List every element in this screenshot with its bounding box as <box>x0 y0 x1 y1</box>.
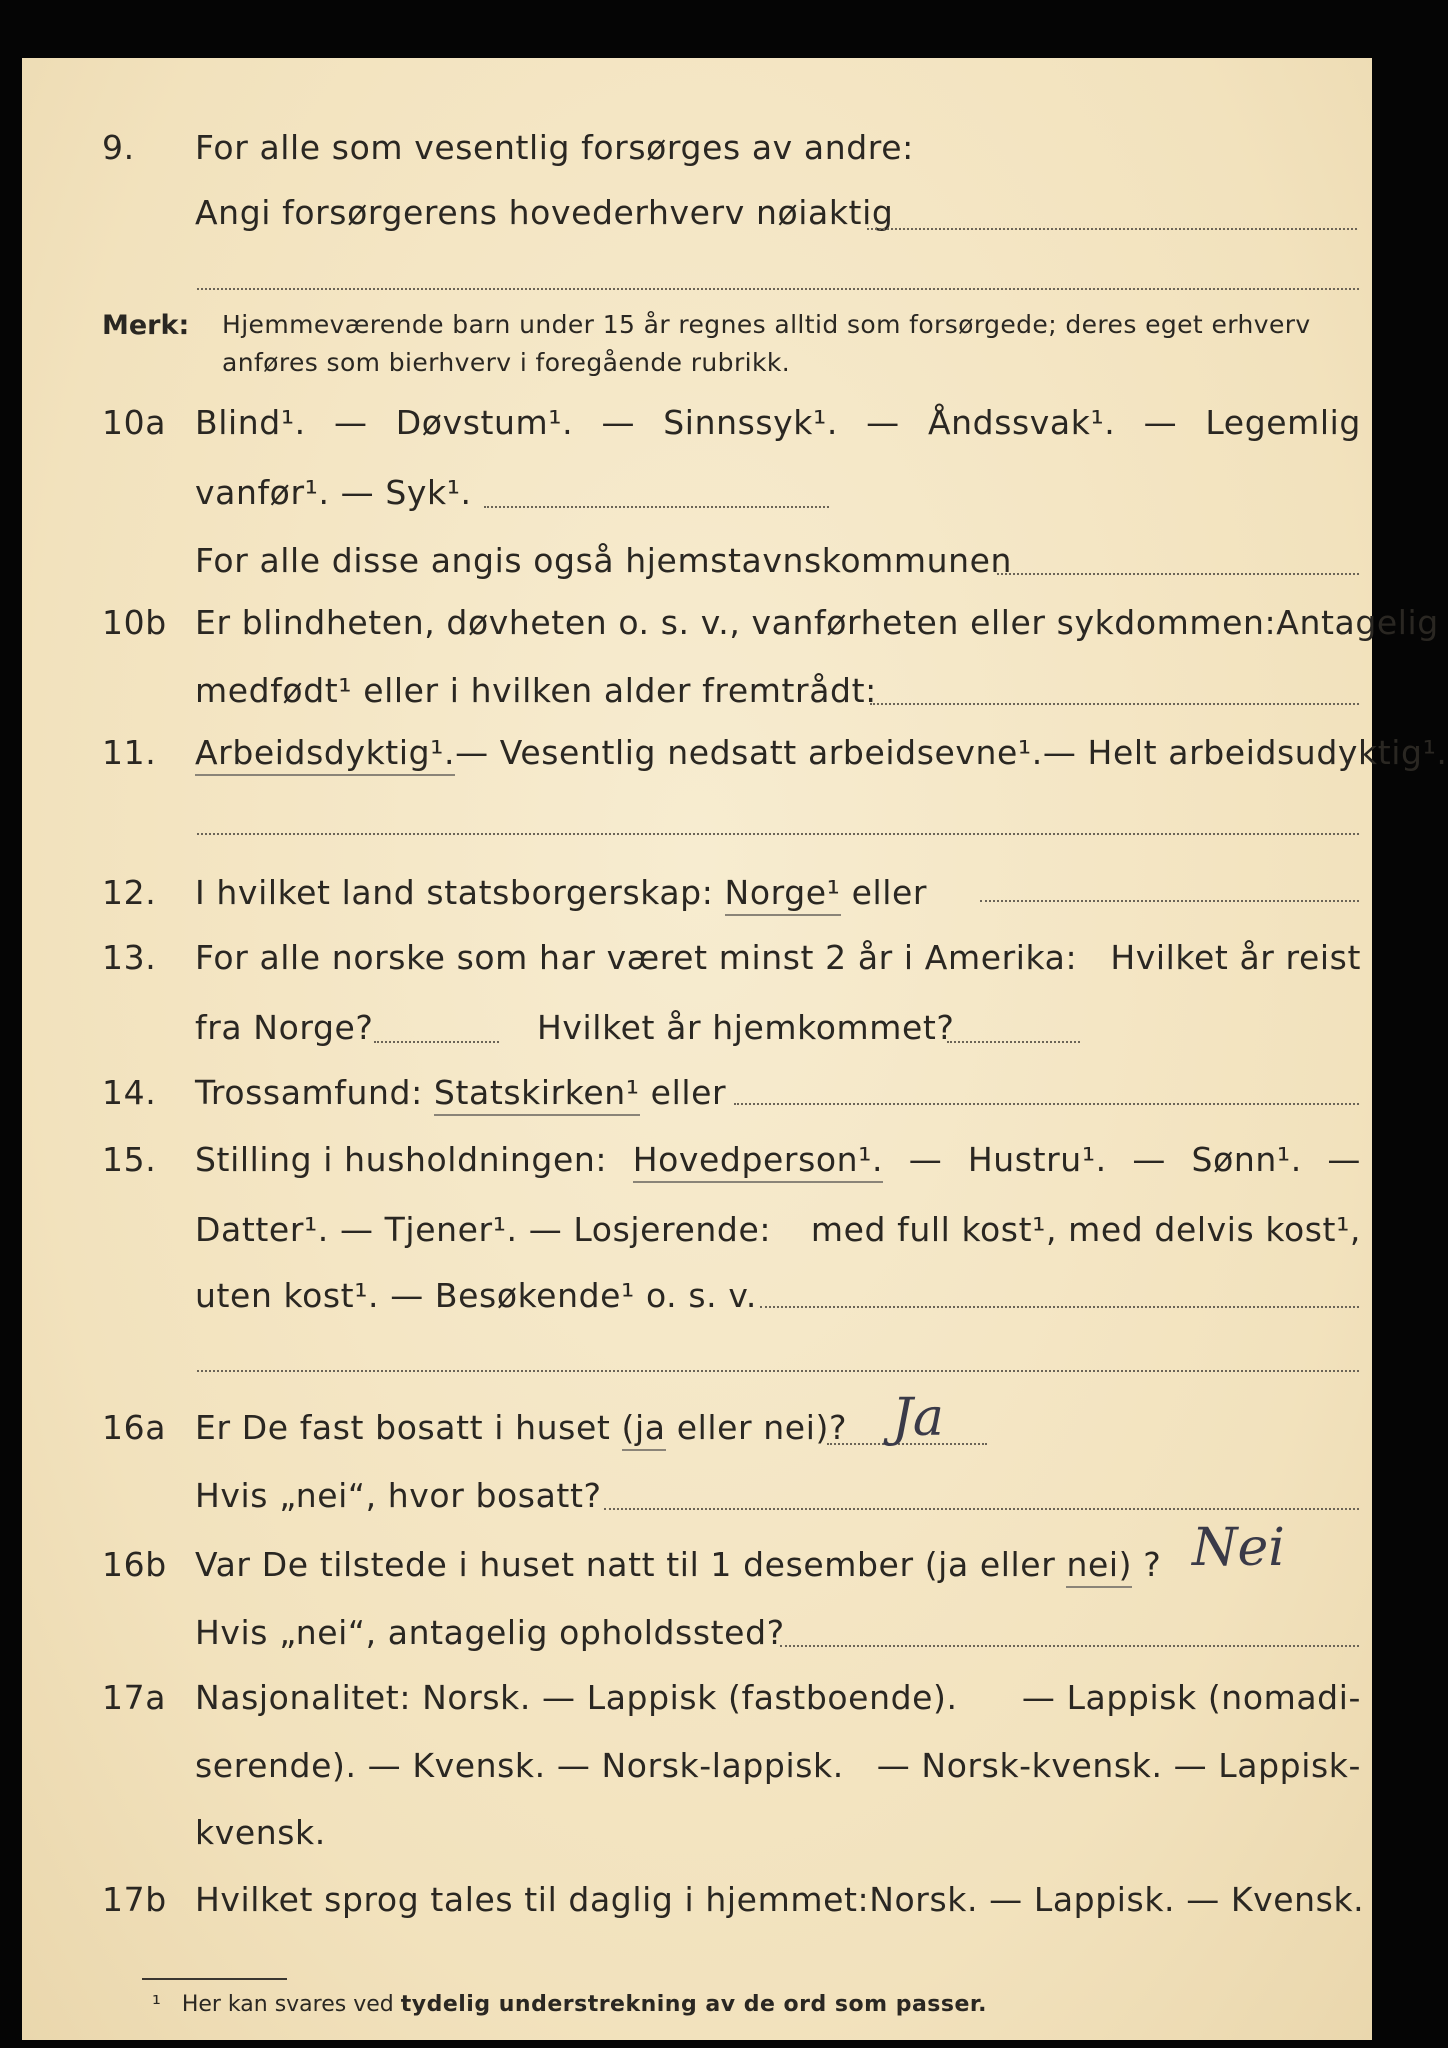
question-text: For alle som vesentlig forsørges av andre: <box>195 128 914 167</box>
item-number: 12. <box>102 873 157 912</box>
question-text: Hvis „nei“, antagelig opholdssted? <box>195 1613 785 1652</box>
question-text: fra Norge? <box>195 1008 374 1047</box>
question-text: Er blindheten, døvheten o. s. v., vanførheten eller sykdommen: Antagelig <box>195 603 1439 642</box>
question-text: serende). — Kvensk. — Norsk-lappisk. — Norsk-kvensk. — Lappisk- <box>195 1746 1361 1785</box>
item-number: 17a <box>102 1678 167 1717</box>
question-text: Hvilket år hjemkommet? <box>537 1008 955 1047</box>
option-legemlig[interactable]: Legemlig <box>1205 403 1361 442</box>
item-number: 15. <box>102 1140 157 1179</box>
answer-line[interactable] <box>947 1041 1080 1043</box>
option-sinnssyk[interactable]: Sinnssyk¹. <box>663 403 838 442</box>
dash: — <box>333 403 368 442</box>
item-number: 10a <box>102 403 167 442</box>
merk-label: Merk: <box>102 310 190 341</box>
option-dovstum[interactable]: Døvstum¹. <box>395 403 574 442</box>
answer-line[interactable] <box>997 573 1359 575</box>
item-number: 11. <box>102 733 157 772</box>
option-blind[interactable]: Blind¹. <box>195 403 306 442</box>
item-number: 13. <box>102 938 157 977</box>
option-nei-underlined[interactable]: nei) <box>1066 1545 1132 1588</box>
option-statskirken-underlined[interactable]: Statskirken¹ <box>434 1073 640 1116</box>
question-text: Er De fast bosatt i huset (ja eller nei)? <box>195 1408 847 1447</box>
question-text: I hvilket land statsborgerskap: Norge¹ eller <box>195 873 927 912</box>
answer-line[interactable] <box>484 506 829 508</box>
option-andssvak[interactable]: Åndssvak¹. <box>927 403 1116 442</box>
question-text: Datter¹. — Tjener¹. — Losjerende: med full kost¹, med delvis kost¹, <box>195 1210 1361 1249</box>
answer-line[interactable] <box>604 1508 1359 1510</box>
question-text <box>195 733 1448 776</box>
dash: — <box>601 403 636 442</box>
answer-line[interactable] <box>197 288 1359 290</box>
answer-line[interactable] <box>197 833 1359 835</box>
question-text: Nasjonalitet: Norsk. — Lappisk (fastboende). — Lappisk (nomadi- <box>195 1678 1361 1717</box>
question-text: For alle disse angis også hjemstavnskommunen <box>195 541 1013 580</box>
question-text: kvensk. <box>195 1813 326 1852</box>
item-number: 9. <box>102 128 135 167</box>
question-text: medfødt¹ eller i hvilken alder fremtrådt: <box>195 671 877 710</box>
question-text: Trossamfund: Statskirken¹ eller <box>195 1073 726 1112</box>
question-text: Var De tilstede i huset natt til 1 desember (ja eller nei) ? <box>195 1545 1161 1584</box>
question-text: Angi forsørgerens hovederhverv nøiaktig <box>195 193 894 232</box>
option-udyktig[interactable]: — Helt arbeidsudyktig¹. <box>1042 733 1448 772</box>
question-text: Stilling i husholdningen: Hovedperson¹. — Hustru¹. — Sønn¹. — <box>195 1140 1361 1183</box>
answer-line[interactable] <box>374 1041 499 1043</box>
answer-line[interactable] <box>980 900 1359 902</box>
answer-line[interactable] <box>760 1306 1359 1308</box>
answer-line[interactable] <box>780 1645 1359 1647</box>
option-nedsatt[interactable]: — Vesentlig nedsatt arbeidsevne¹. <box>455 733 1043 772</box>
answer-line[interactable] <box>734 1103 1359 1105</box>
question-text: vanfør¹. — Syk¹. <box>195 473 472 512</box>
handwritten-answer-16a: Ja <box>892 1388 944 1448</box>
question-text: For alle norske som har været minst 2 år i Amerika: Hvilket år reist <box>195 938 1361 977</box>
footnote-rule <box>142 1978 287 1980</box>
merk-text-line1: Hjemmeværende barn under 15 år regnes alltid som forsørgede; deres eget erhverv <box>222 310 1311 339</box>
handwritten-answer-16b: Nei <box>1192 1518 1285 1578</box>
answer-line[interactable] <box>870 703 1359 705</box>
option-hovedperson-underlined[interactable]: Hovedperson¹. <box>633 1140 883 1183</box>
answer-line[interactable] <box>197 1370 1359 1372</box>
item-number: 17b <box>102 1880 167 1919</box>
answer-line[interactable] <box>867 228 1357 230</box>
item-number: 10b <box>102 603 167 642</box>
census-form-page <box>22 58 1448 2040</box>
question-text: Hvis „nei“, hvor bosatt? <box>195 1476 602 1515</box>
option-ja-underlined[interactable]: (ja <box>622 1408 666 1451</box>
question-text: uten kost¹. — Besøkende¹ o. s. v. <box>195 1276 757 1315</box>
option-arbeidsdyktig-underlined[interactable]: Arbeidsdyktig¹. <box>195 733 455 776</box>
dash: — <box>1143 403 1178 442</box>
question-text <box>195 403 1361 442</box>
question-text: Hvilket sprog tales til daglig i hjemmet: Norsk. — Lappisk. — Kvensk. <box>195 1880 1365 1919</box>
footnote: ¹ Her kan svares ved tydelig understrekning av de ord som passer. <box>152 1992 987 2017</box>
dash: — <box>866 403 900 442</box>
item-number: 14. <box>102 1073 157 1112</box>
item-number: 16a <box>102 1408 167 1447</box>
item-number: 16b <box>102 1545 167 1584</box>
merk-text-line2: anføres som bierhverv i foregående rubrikk. <box>222 348 791 377</box>
option-norge-underlined[interactable]: Norge¹ <box>725 873 841 916</box>
